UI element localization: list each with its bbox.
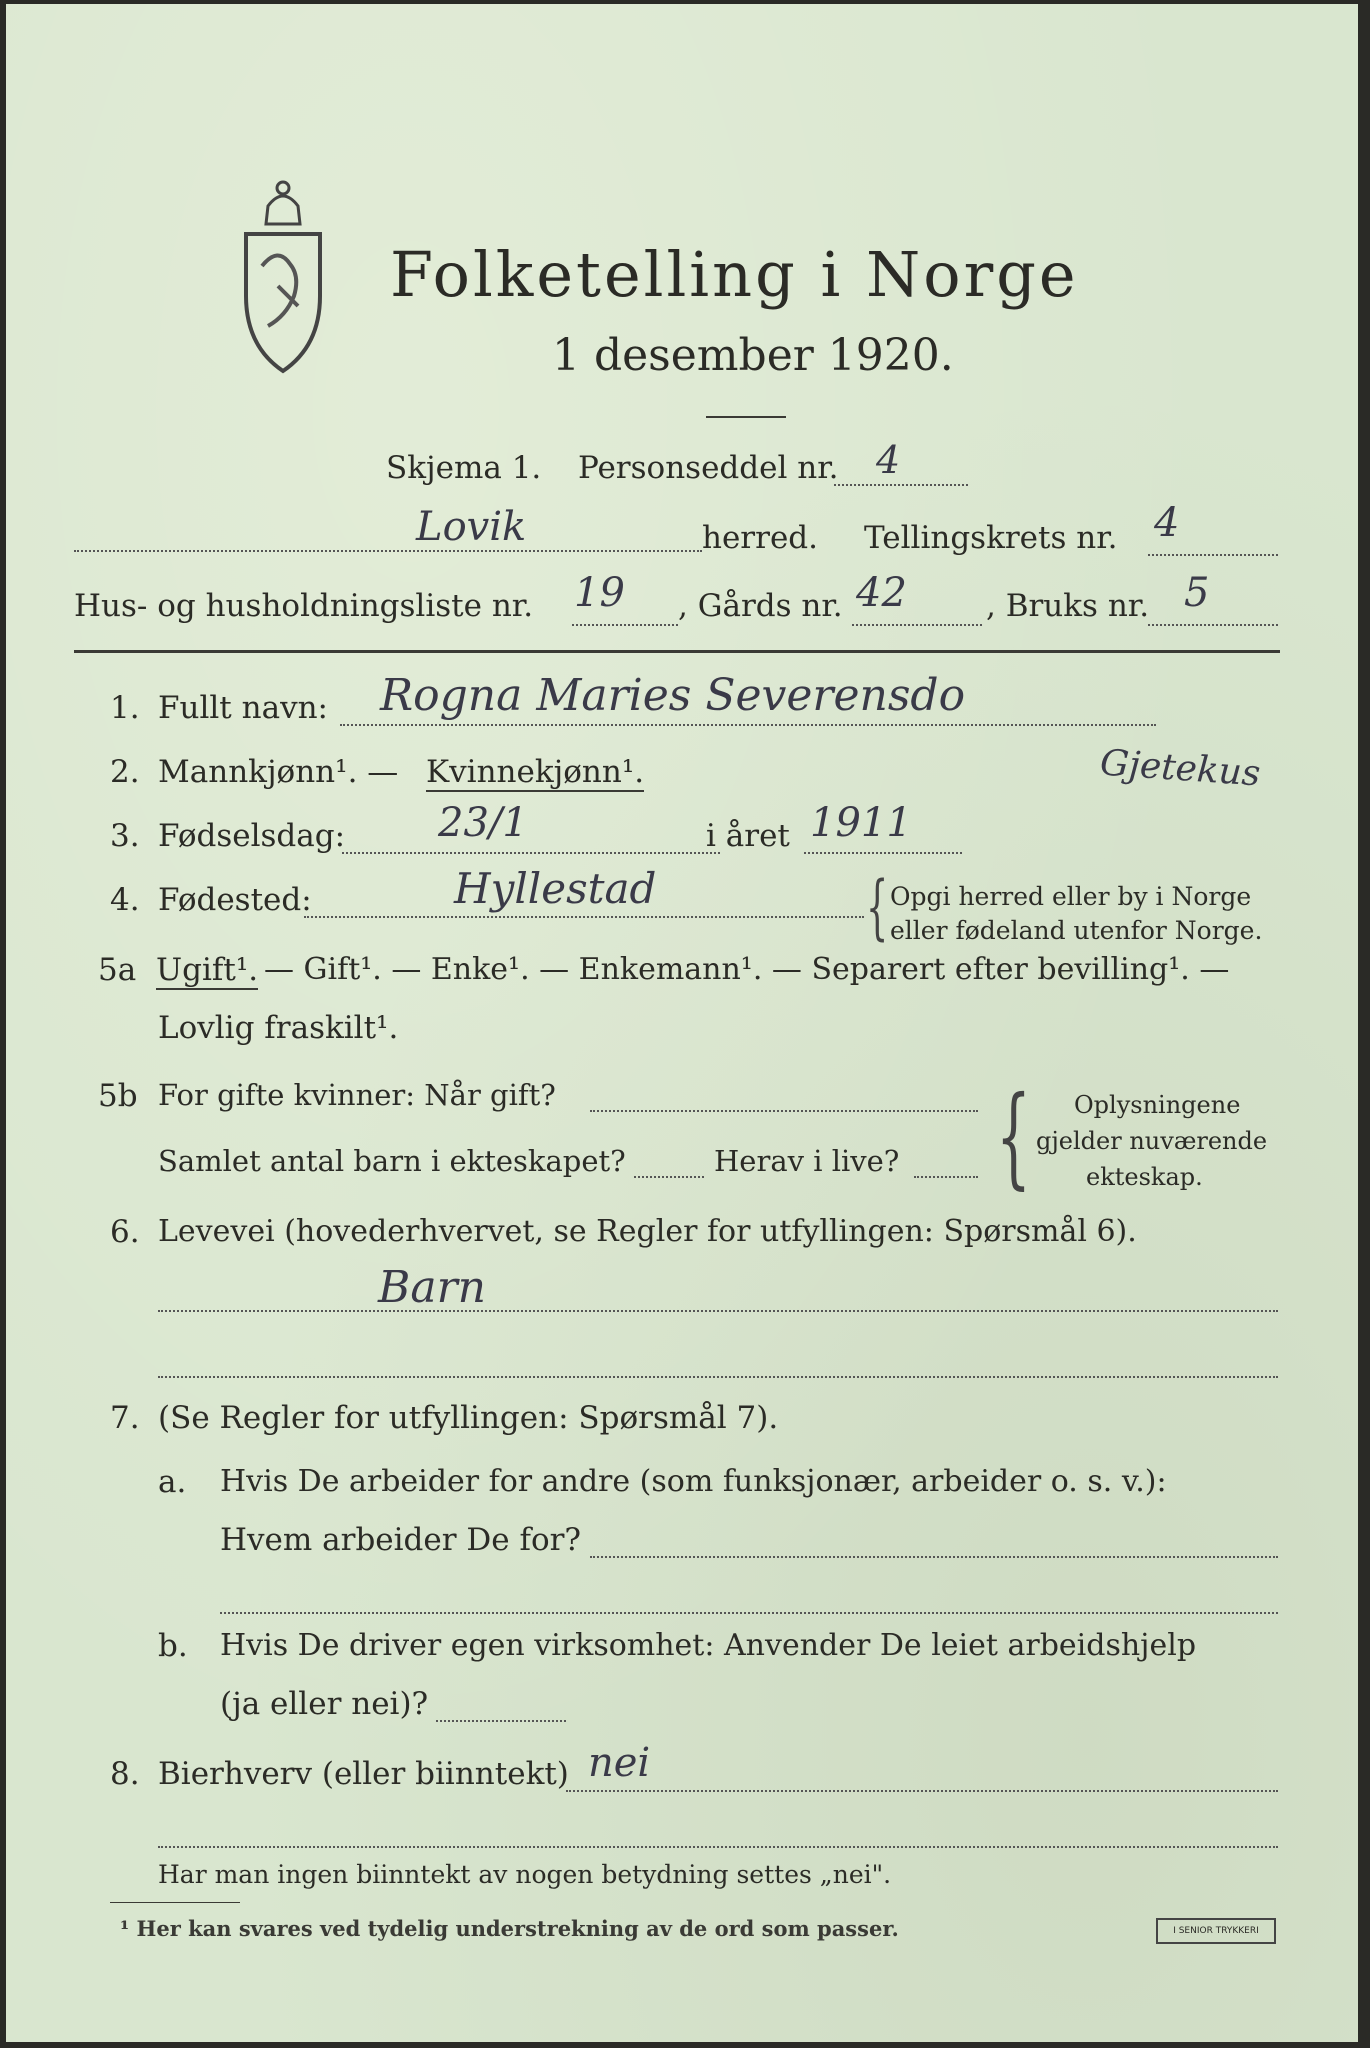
q7b-line	[436, 1720, 566, 1722]
herred-label: herred.	[702, 520, 818, 556]
form-title: Folketelling i Norge	[390, 238, 1079, 311]
q5b-children-label: Samlet antal barn i ekteskapet?	[158, 1144, 626, 1178]
q2-number: 2.	[110, 754, 140, 790]
hus-value: 19	[574, 570, 625, 616]
schema-label: Skjema 1.	[386, 450, 542, 486]
occupation-value: Barn	[378, 1262, 486, 1313]
birthplace-value: Hyllestad	[454, 864, 657, 913]
q4-line	[304, 916, 864, 918]
q3-line	[342, 852, 720, 854]
q5b-married-when-line	[590, 1110, 978, 1112]
q1-line	[340, 724, 1156, 726]
tellingskrets-value: 4	[1154, 500, 1180, 546]
q5a-number: 5a	[98, 952, 137, 988]
footnote: ¹ Her kan svares ved tydelig understrekning av de ord som passer.	[120, 1916, 899, 1941]
census-form-sheet	[6, 4, 1358, 2042]
bruks-line	[1148, 624, 1278, 626]
q3-year-label: i året	[706, 818, 790, 854]
q2-margin-note: Gjetekus	[1098, 742, 1262, 795]
herred-value: Lovik	[416, 504, 527, 550]
q6-number: 6.	[110, 1214, 140, 1250]
q4-note-line2: eller fødeland utenfor Norge.	[890, 916, 1263, 945]
birth-year-value: 1911	[810, 800, 912, 846]
side-income-value: nei	[588, 1740, 651, 1786]
q8-line2	[158, 1846, 1278, 1848]
q7a-line2	[220, 1612, 1278, 1614]
q5b-children-line	[634, 1176, 704, 1178]
marital-other-options: — Gift¹. — Enke¹. — Enkemann¹. — Separert efter bevilling¹. —	[264, 952, 1230, 987]
bruks-value: 5	[1184, 570, 1210, 616]
q4-label: Fødested:	[158, 882, 312, 918]
title-divider	[706, 416, 786, 418]
q1-number: 1.	[110, 690, 140, 726]
footnote-divider	[110, 1902, 240, 1903]
q5b-note-line1: Oplysningene	[1074, 1091, 1241, 1119]
tellingskrets-line	[1148, 554, 1278, 556]
hus-label: Hus- og husholdningsliste nr.	[74, 588, 534, 624]
header-divider	[74, 650, 1280, 653]
q8-line	[566, 1790, 1278, 1792]
printer-stamp-text: I SENIOR TRYKKERI	[1173, 1926, 1259, 1936]
q7a-label-line1: Hvis De arbeider for andre (som funksjonær, arbeider o. s. v.):	[220, 1464, 1167, 1499]
q6-line1	[158, 1310, 1278, 1312]
gender-female-option: Kvinnekjønn¹.	[426, 754, 645, 790]
gards-line	[852, 624, 982, 626]
q1-label: Fullt navn:	[158, 690, 328, 726]
q4-note-line1: Opgi herred eller by i Norge	[890, 882, 1252, 911]
footer-note: Har man ingen biinntekt av nogen betydning settes „nei".	[158, 1860, 892, 1889]
herred-line	[74, 550, 702, 552]
q5b-alive-label: Herav i live?	[714, 1144, 900, 1178]
birthday-value: 23/1	[438, 800, 528, 846]
q7a-line1	[590, 1556, 1278, 1558]
q6-line2	[158, 1376, 1278, 1378]
q7-label: (Se Regler for utfyllingen: Spørsmål 7).	[158, 1400, 779, 1436]
gards-value: 42	[856, 570, 907, 616]
q4-number: 4.	[110, 882, 140, 918]
q4-brace: {	[866, 866, 889, 948]
q7b-label-line1: Hvis De driver egen virksomhet: Anvender De leiet arbeidshjelp	[220, 1628, 1197, 1663]
personseddel-line	[834, 484, 968, 486]
bruks-label: , Bruks nr.	[986, 588, 1150, 624]
q6-label: Levevei (hovederhvervet, se Regler for utfyllingen: Spørsmål 6).	[158, 1214, 1137, 1249]
gards-label: , Gårds nr.	[678, 588, 843, 624]
personseddel-value: 4	[876, 438, 901, 482]
q8-label: Bierhverv (eller biinntekt)	[158, 1756, 569, 1792]
q3-year-line	[804, 852, 962, 854]
q7a-letter: a.	[158, 1464, 187, 1500]
q7a-label-line2: Hvem arbeider De for?	[220, 1522, 582, 1558]
q5b-married-when-label: For gifte kvinner: Når gift?	[158, 1078, 556, 1112]
q5b-number: 5b	[98, 1078, 138, 1114]
marital-ugift-option: Ugift¹.	[156, 952, 259, 988]
q5b-note-line3: ekteskap.	[1086, 1163, 1203, 1191]
personseddel-label: Personseddel nr.	[578, 450, 839, 486]
q5b-note-line2: gjelder nuværende	[1036, 1127, 1268, 1155]
norway-coat-of-arms-emblem	[228, 176, 338, 376]
q7b-label-line2: (ja eller nei)?	[220, 1686, 429, 1722]
q7-number: 7.	[110, 1400, 140, 1436]
q3-number: 3.	[110, 818, 140, 854]
gender-male-option: Mannkjønn¹. —	[158, 754, 399, 790]
marital-fraskilt-option: Lovlig fraskilt¹.	[158, 1010, 399, 1046]
full-name-value: Rogna Maries Severensdo	[380, 670, 966, 721]
q5b-brace: {	[996, 1072, 1031, 1200]
census-date: 1 desember 1920.	[552, 330, 954, 381]
q3-label: Fødselsdag:	[158, 818, 346, 854]
printer-stamp	[1156, 1918, 1276, 1944]
q8-number: 8.	[110, 1756, 140, 1792]
q5b-alive-line	[914, 1176, 978, 1178]
tellingskrets-label: Tellingskrets nr.	[864, 520, 1118, 556]
q7b-letter: b.	[158, 1628, 188, 1664]
hus-line	[572, 624, 678, 626]
